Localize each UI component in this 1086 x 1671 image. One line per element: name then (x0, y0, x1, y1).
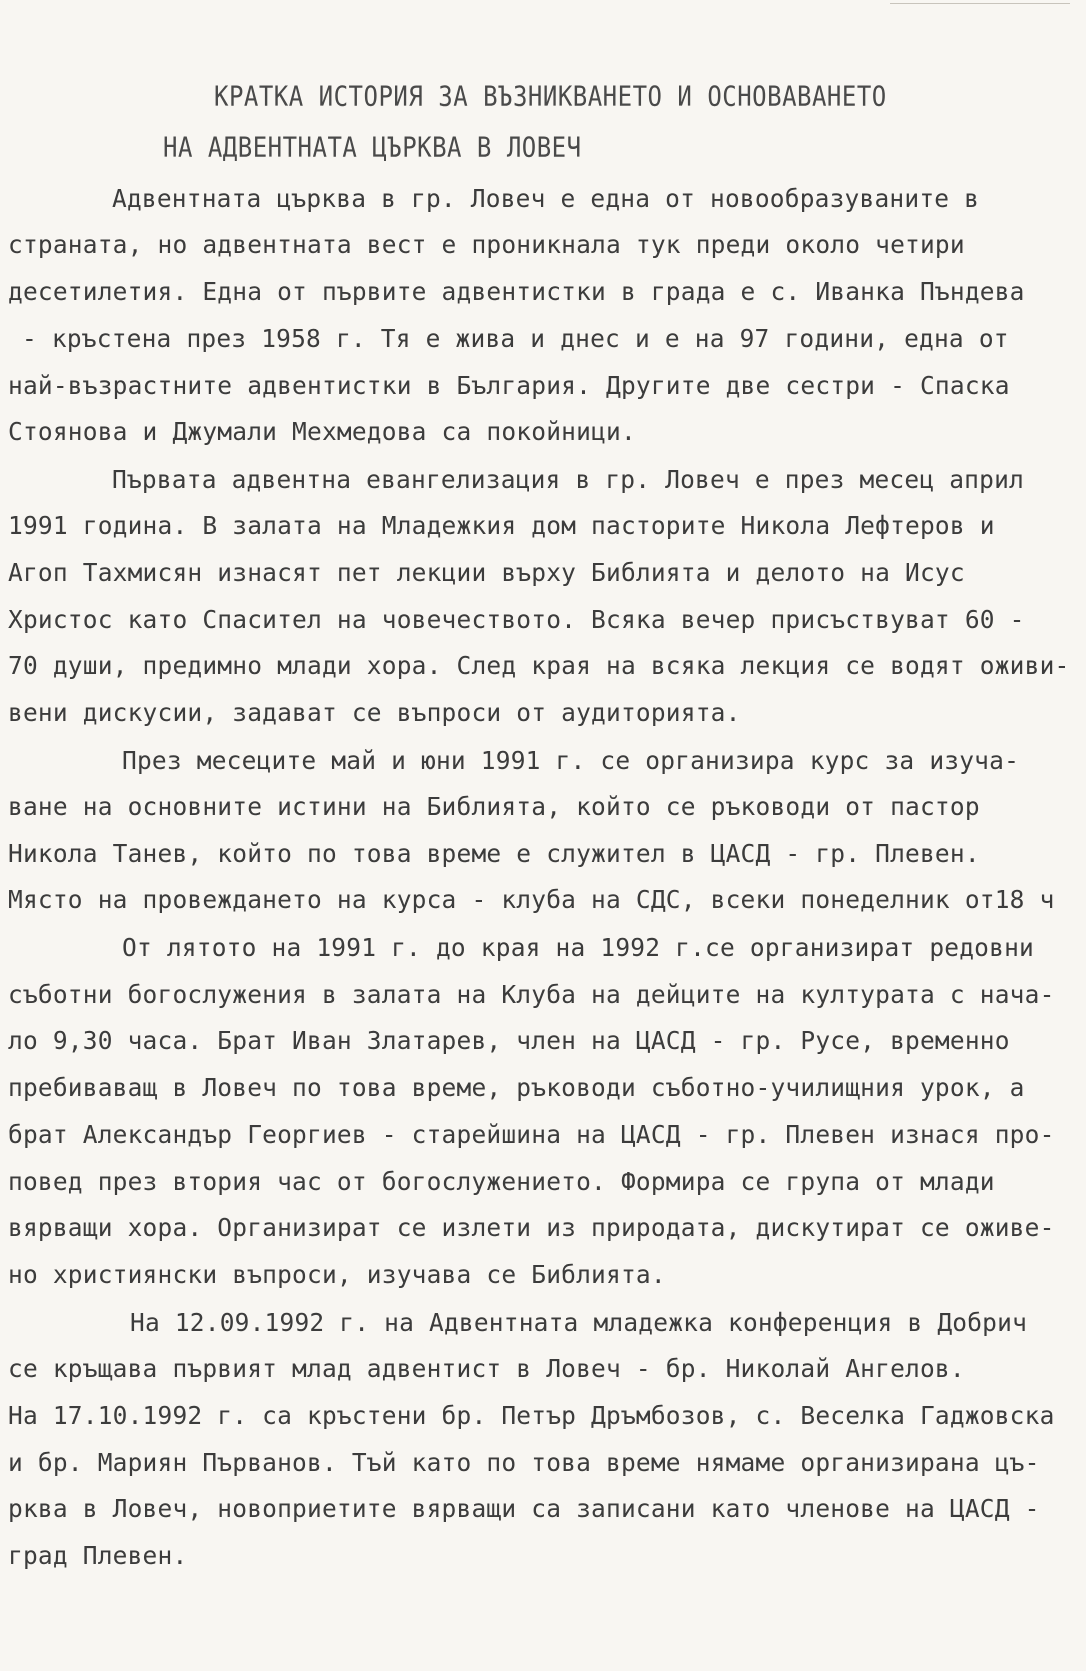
text-line: най-възрастните адвентистки в България. Другите две сестри - Спаска (8, 371, 1010, 400)
text-line: - кръстена през 1958 г. Тя е жива и днес и е на 97 години, една от (22, 324, 1009, 353)
text-line: На 12.09.1992 г. на Адвентната младежка конференция в Добрич (130, 1308, 1028, 1337)
text-line: съботни богослужения в залата на Клуба на дейците на културата с нача- (8, 980, 1055, 1009)
text-line: брат Александър Георгиев - старейшина на ЦАСД - гр. Плевен изнася про- (8, 1120, 1055, 1149)
text-line: Никола Танев, който по това време е служител в ЦАСД - гр. Плевен. (8, 839, 980, 868)
text-line: рква в Ловеч, новоприетите вярващи са записани като членове на ЦАСД - (8, 1494, 1040, 1523)
text-line: пребиваващ в Ловеч по това време, ръководи съботно-училищния урок, а (8, 1073, 1025, 1102)
text-line: Стоянова и Джумали Мехмедова са покойници. (8, 417, 636, 446)
text-line: ло 9,30 часа. Брат Иван Златарев, член на ЦАСД - гр. Русе, временно (8, 1026, 1010, 1055)
text-line: вени дискусии, задават се въпроси от аудиторията. (8, 698, 741, 727)
text-line: страната, но адвентната вест е проникнала тук преди около четири (8, 230, 965, 259)
text-line: десетилетия. Една от първите адвентистки в града е с. Иванка Пъндева (8, 277, 1025, 306)
text-line: От лятото на 1991 г. до края на 1992 г.се организират редовни (122, 933, 1034, 962)
text-line: На 17.10.1992 г. са кръстени бр. Петър Дръмбозов, с. Веселка Гаджовска (8, 1401, 1055, 1430)
text-line: се кръщава първият млад адвентист в Ловеч - бр. Николай Ангелов. (8, 1354, 965, 1383)
text-line: Христос като Спасител на човечеството. Всяка вечер присъствуват 60 - (8, 605, 1025, 634)
text-line: Място на провеждането на курса - клуба на СДС, всеки понеделник от18 ч (8, 885, 1055, 914)
text-line: 70 души, предимно млади хора. След края на всяка лекция се водят оживи- (8, 651, 1070, 680)
text-line: Адвентната църква в гр. Ловеч е една от новообразуваните в (112, 184, 980, 213)
text-line: Агоп Тахмисян изнасят пет лекции върху Библията и делото на Исус (8, 558, 965, 587)
text-line: 1991 година. В залата на Младежкия дом пасторите Никола Лефтеров и (8, 511, 995, 540)
text-line: и бр. Мариян Първанов. Тъй като по това време нямаме организирана цъ- (8, 1448, 1040, 1477)
text-line: но християнски въпроси, изучава се Библията. (8, 1260, 666, 1289)
document-title-line-1: КРАТКА ИСТОРИЯ ЗА ВЪЗНИКВАНЕТО И ОСНОВАВАНЕТО (214, 80, 887, 113)
text-line: повед през втория час от богослужението. Формира се група от млади (8, 1167, 995, 1196)
text-line: Първата адвентна евангелизация в гр. Ловеч е през месец април (112, 465, 1024, 494)
text-line: град Плевен. (8, 1541, 188, 1570)
text-line: вярващи хора. Организират се излети из природата, дискутират се оживе- (8, 1213, 1055, 1242)
text-line: През месеците май и юни 1991 г. се организира курс за изуча- (122, 746, 1020, 775)
document-title-line-2: НА АДВЕНТНАТА ЦЪРКВА В ЛОВЕЧ (163, 131, 582, 164)
top-edge-rule (890, 3, 1070, 4)
text-line: ване на основните истини на Библията, който се ръководи от пастор (8, 792, 980, 821)
